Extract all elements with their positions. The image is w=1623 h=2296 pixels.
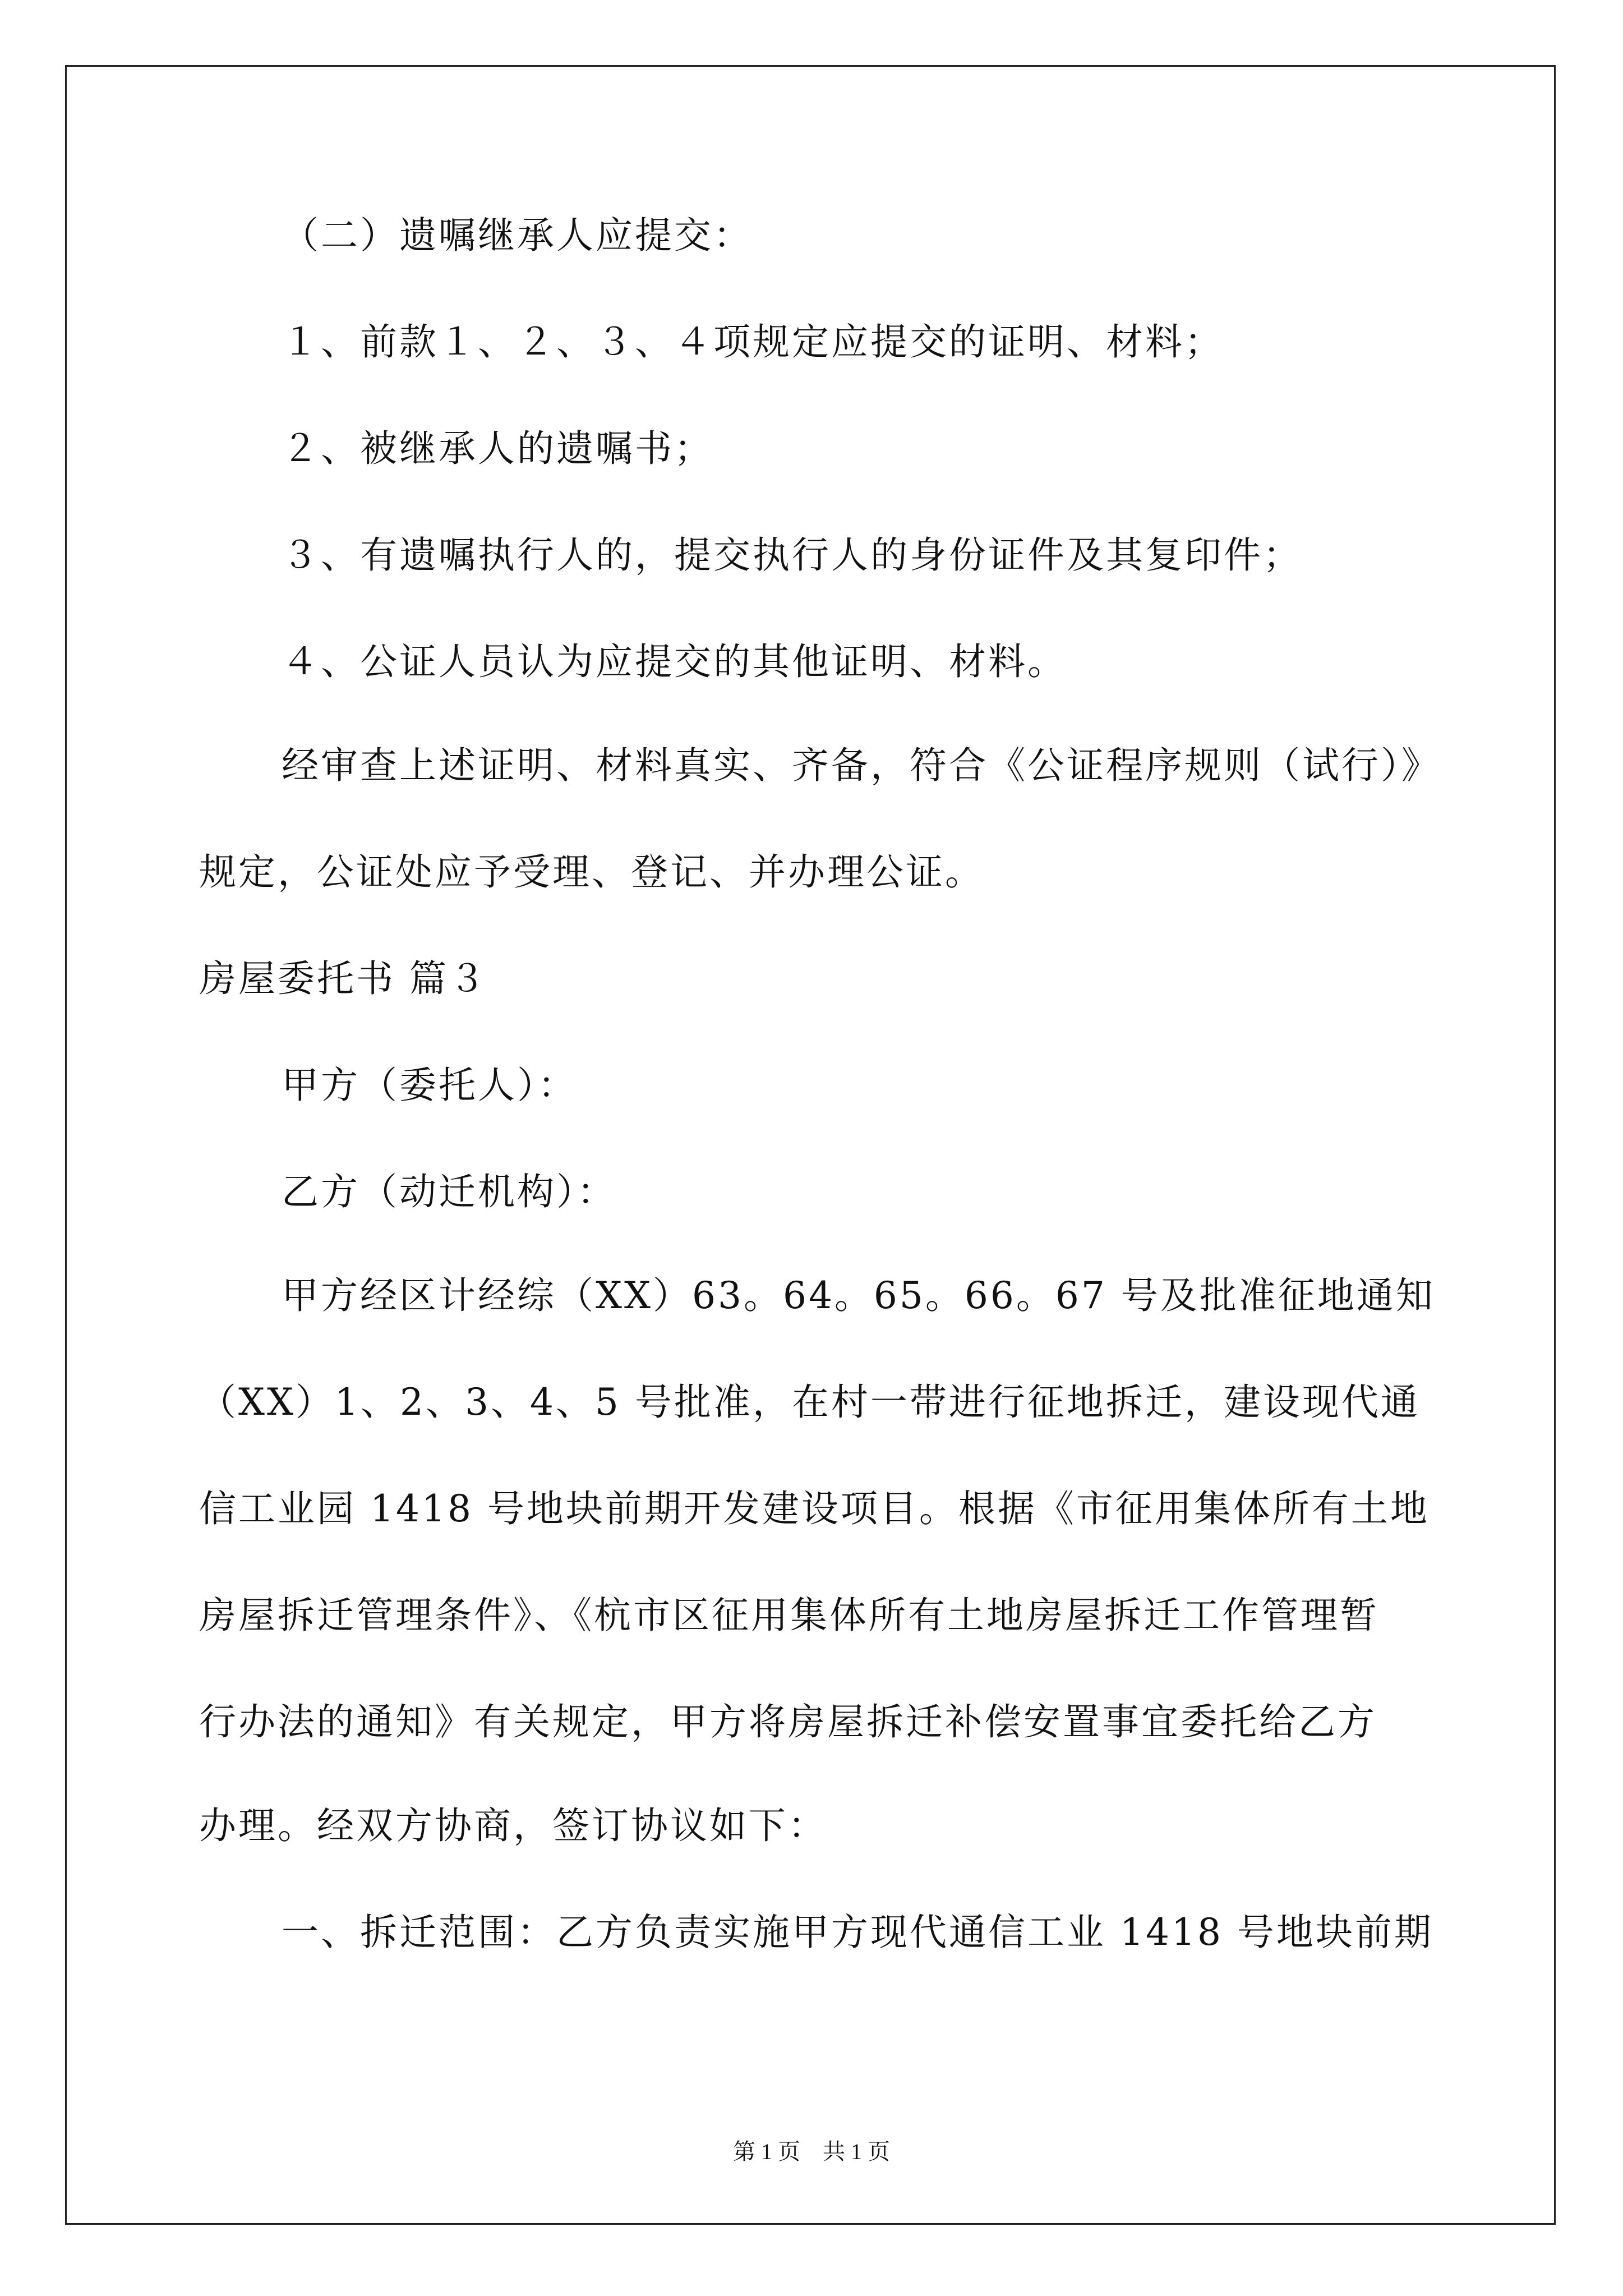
paragraph-review: 经审查上述证明、材料真实、齐备，符合《公证程序规则（试行）》 — [282, 744, 1441, 787]
list-item-2: ２、被继承人的遗嘱书； — [282, 427, 713, 470]
paragraph-approval-cont-5: 办理。经双方协商，签订协议如下： — [199, 1804, 827, 1847]
section-heading-will-heir: （二）遗嘱继承人应提交： — [282, 214, 753, 257]
page-number-footer: 第 1 页 共 1 页 — [733, 2139, 890, 2164]
paragraph-review-cont: 规定，公证处应予受理、登记、并办理公证。 — [199, 850, 984, 894]
list-item-1: １、前款１、２、３、４项规定应提交的证明、材料； — [282, 320, 1224, 364]
paragraph-approval-cont-3: 房屋拆迁管理条件》、《杭市区征用集体所有土地房屋拆迁工作管理暂 — [199, 1594, 1379, 1637]
list-item-4: ４、公证人员认为应提交的其他证明、材料。 — [282, 640, 1067, 683]
paragraph-approval-cont-4: 行办法的通知》有关规定，甲方将房屋拆迁补偿安置事宜委托给乙方 — [199, 1700, 1377, 1743]
party-b-label: 乙方（动迁机构）： — [282, 1170, 616, 1213]
list-item-3: ３、有遗嘱执行人的，提交执行人的身份证件及其复印件； — [282, 533, 1302, 577]
section-title-house-entrustment: 房屋委托书 篇３ — [199, 957, 488, 1000]
page-border — [65, 65, 1556, 2225]
paragraph-approval: 甲方经区计经综（XX）63。64。65。66。67 号及批准征地通知 — [282, 1274, 1435, 1317]
paragraph-approval-cont-2: 信工业园 1418 号地块前期开发建设项目。根据《市征用集体所有土地 — [199, 1487, 1430, 1530]
paragraph-approval-cont-1: （XX）1、2、3、4、5 号批准，在村一带进行征地拆迁，建设现代通 — [199, 1381, 1420, 1424]
party-a-label: 甲方（委托人）： — [282, 1064, 577, 1107]
clause-demolition-scope: 一、拆迁范围：乙方负责实施甲方现代通信工业 1418 号地块前期 — [282, 1911, 1433, 1954]
